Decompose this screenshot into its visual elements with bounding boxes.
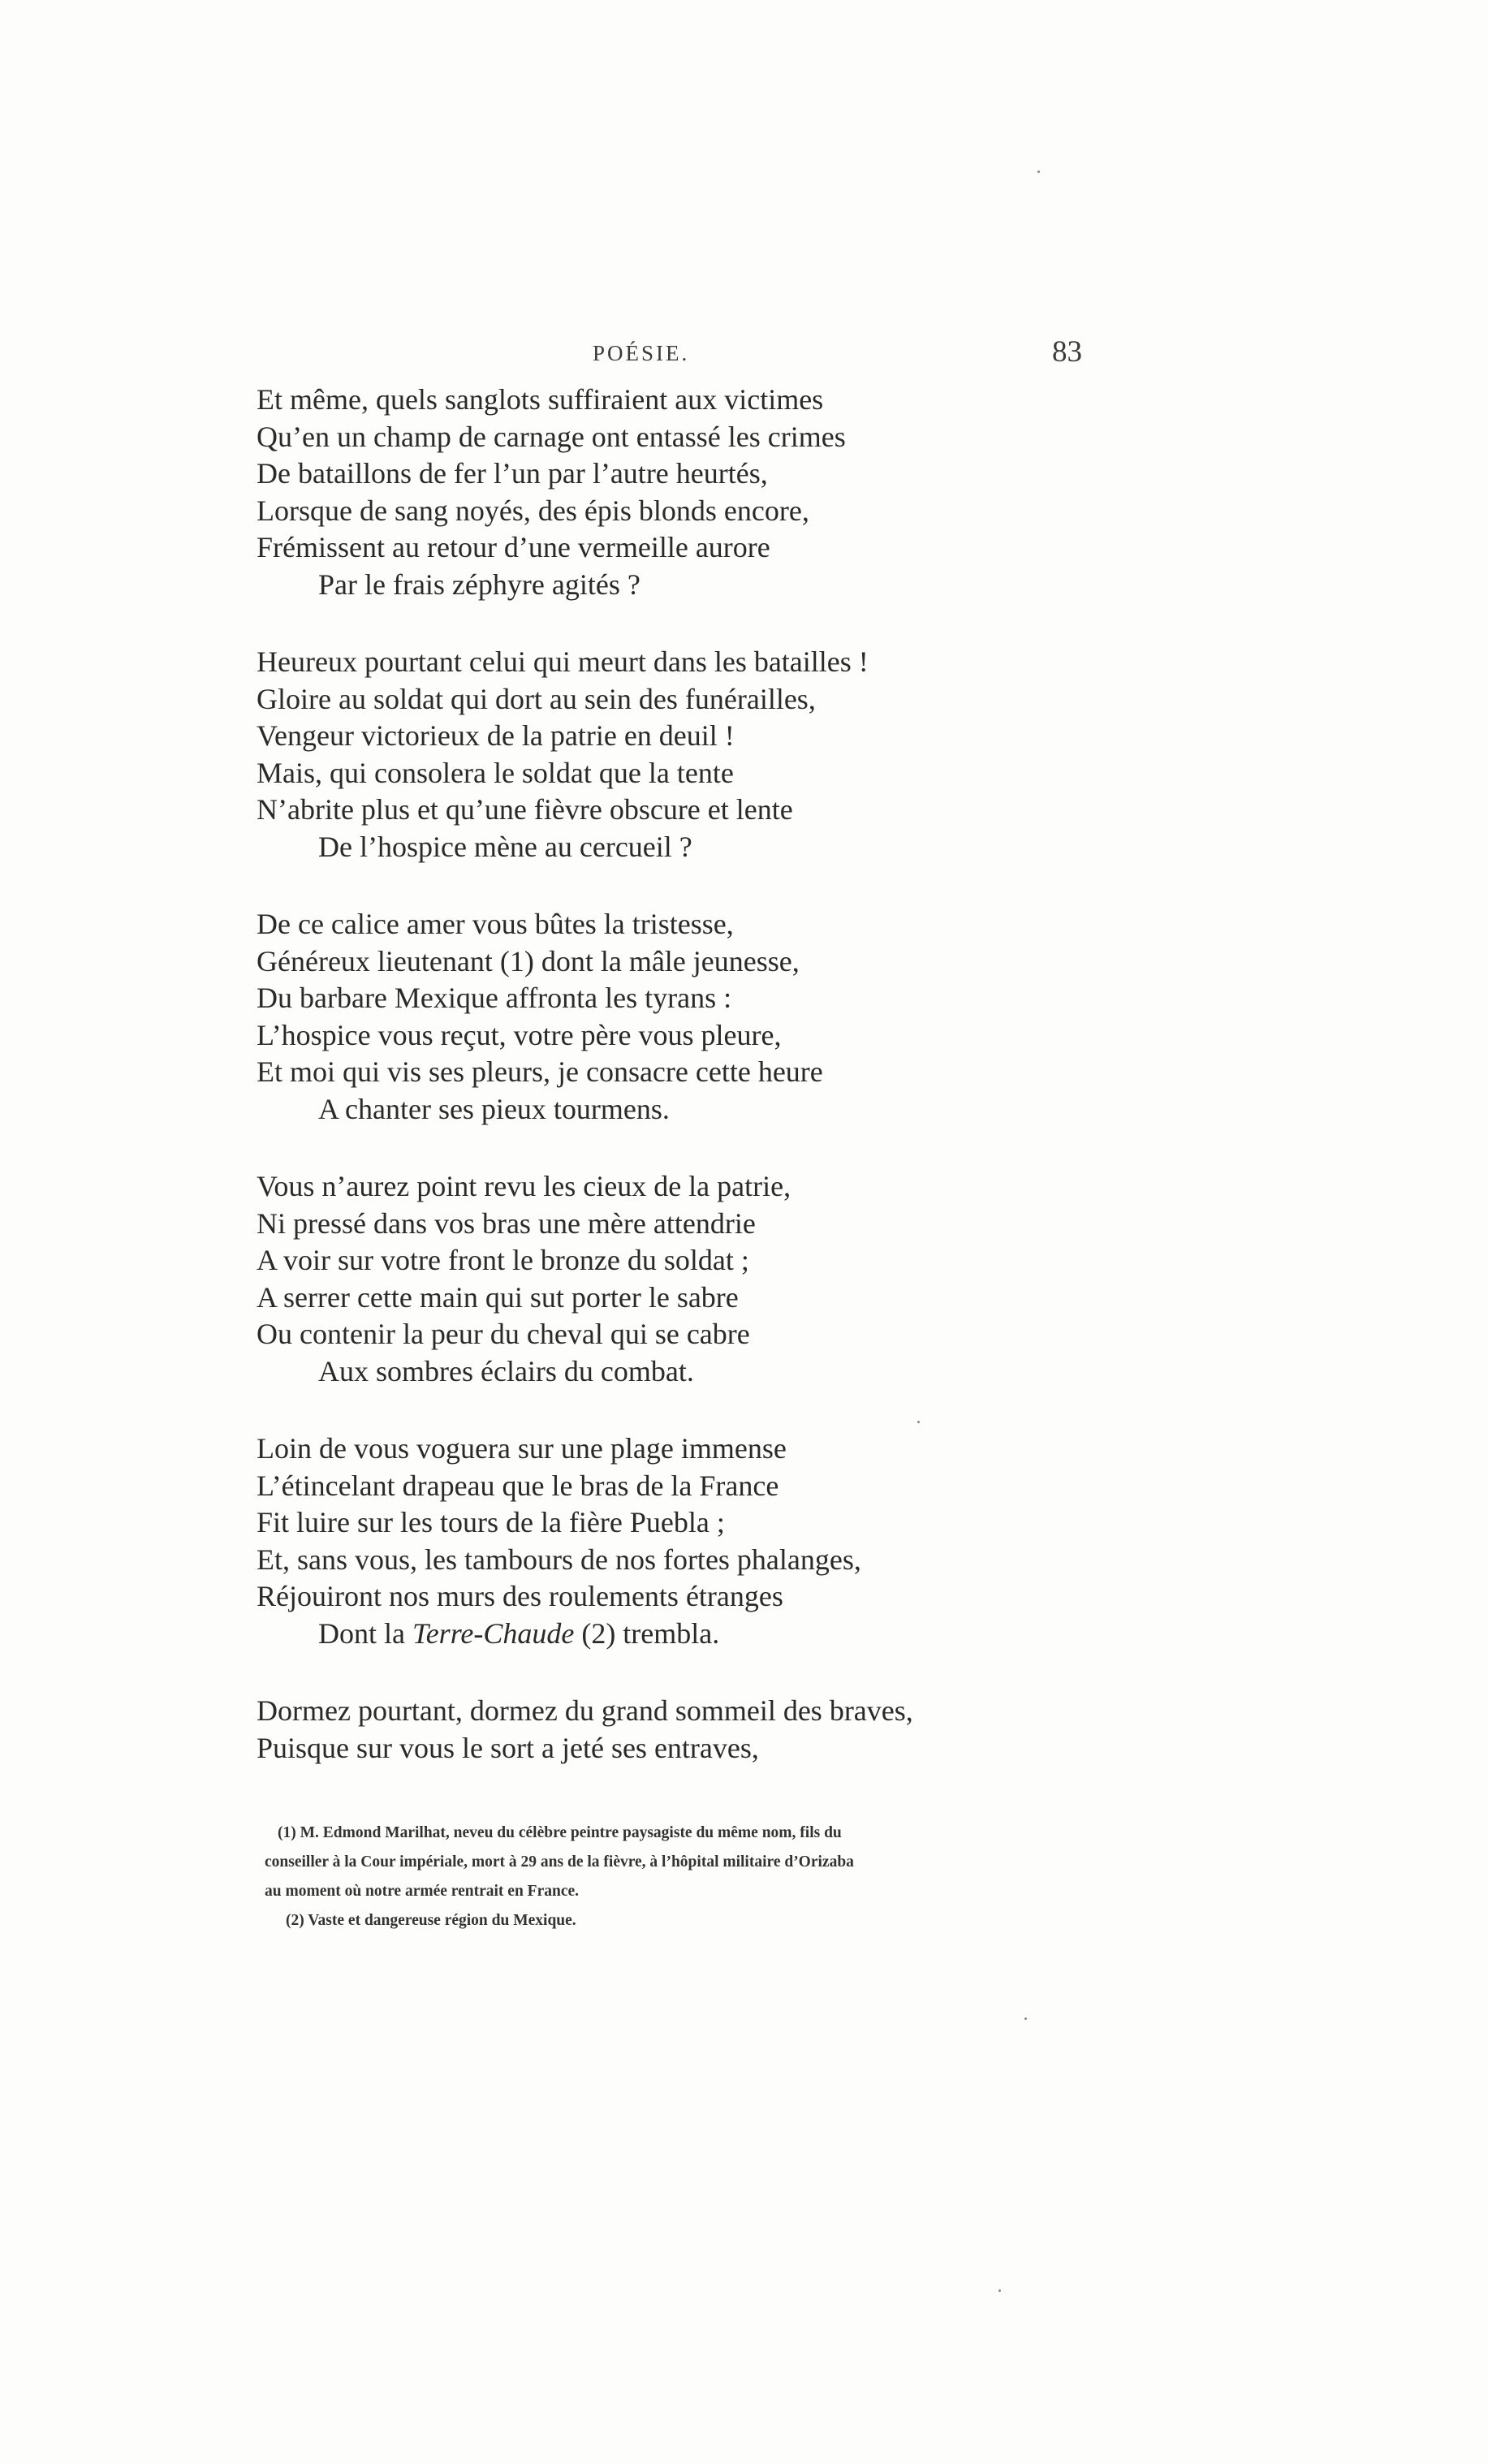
verse-line: Heureux pourtant celui qui meurt dans les batailles ! xyxy=(257,645,869,678)
stanza-1 xyxy=(0,382,1488,603)
verse-line: L’hospice vous reçut, votre père vous pleure, xyxy=(257,1018,782,1051)
verse-line-refrain: De l’hospice mène au cercueil ? xyxy=(318,830,692,863)
verse-line: Ou contenir la peur du cheval qui se cabre xyxy=(257,1318,750,1350)
scan-speck xyxy=(1024,2017,1027,2020)
refrain-text-before: Dont la xyxy=(318,1616,412,1650)
page-number: 83 xyxy=(1052,335,1082,369)
footnote-1-line: (1) M. Edmond Marilhat, neveu du célèbre peintre paysagiste du même nom, fils du xyxy=(278,1824,842,1841)
refrain-text-after: (2) trembla. xyxy=(574,1616,720,1650)
verse-line-refrain xyxy=(0,1616,1488,1653)
verse-line: A serrer cette main qui sut porter le sabre xyxy=(257,1280,739,1314)
verse-line: N’abrite plus et qu’une fièvre obscure et lente xyxy=(257,793,793,826)
verse-line-refrain: Aux sombres éclairs du combat. xyxy=(318,1354,694,1387)
verse-line: De ce calice amer vous bûtes la tristesse, xyxy=(257,908,734,940)
verse-line: Du barbare Mexique affronta les tyrans : xyxy=(257,982,732,1014)
scan-speck xyxy=(1037,170,1040,173)
verse-line: A voir sur votre front le bronze du soldat ; xyxy=(257,1244,749,1276)
footnote-1-line: conseiller à la Cour impériale, mort à 29 ans de la fièvre, à l’hôpital militaire d’Orizaba xyxy=(265,1853,854,1871)
place-name-italic: Terre-Chaude xyxy=(412,1616,575,1650)
verse-line: De bataillons de fer l’un par l’autre heurtés, xyxy=(257,457,768,490)
footnote-2: (2) Vaste et dangereuse région du Mexique. xyxy=(286,1912,576,1929)
stanza-2 xyxy=(0,644,1488,865)
verse-line: Et, sans vous, les tambours de nos fortes phalanges, xyxy=(257,1543,861,1576)
scan-speck xyxy=(998,2289,1001,2292)
verse-line: Vengeur victorieux de la patrie en deuil ! xyxy=(257,719,735,752)
verse-line: Réjouiront nos murs des roulements étranges xyxy=(257,1580,783,1612)
verse-line: Puisque sur vous le sort a jeté ses entraves, xyxy=(257,1731,759,1764)
verse-line: Loin de vous voguera sur une plage immense xyxy=(257,1432,787,1465)
scan-speck xyxy=(917,1421,920,1423)
verse-line: Vous n’aurez point revu les cieux de la patrie, xyxy=(257,1170,791,1202)
footnote-1-line: au moment où notre armée rentrait en France. xyxy=(265,1883,580,1900)
verse-line: Généreux lieutenant (1) dont la mâle jeunesse, xyxy=(257,944,800,977)
verse-line: Et moi qui vis ses pleurs, je consacre cette heure xyxy=(257,1055,823,1088)
poem xyxy=(0,382,1488,1767)
verse-line: Fit luire sur les tours de la fière Puebla ; xyxy=(257,1506,725,1538)
verse-line: Gloire au soldat qui dort au sein des funérailles, xyxy=(257,682,816,715)
verse-line: L’étincelant drapeau que le bras de la France xyxy=(257,1469,779,1502)
verse-line: Qu’en un champ de carnage ont entassé les crimes xyxy=(257,420,846,453)
verse-line: Frémissent au retour d’une vermeille aurore xyxy=(257,531,770,563)
footnotes xyxy=(0,1819,1488,1935)
verse-line-refrain: Par le frais zéphyre agités ? xyxy=(318,567,640,601)
verse-line: Dormez pourtant, dormez du grand sommeil des braves, xyxy=(257,1694,913,1727)
verse-line-refrain: A chanter ses pieux tourmens. xyxy=(318,1092,670,1125)
verse-line: Lorsque de sang noyés, des épis blonds encore, xyxy=(257,494,809,527)
stanza-3 xyxy=(0,906,1488,1128)
stanza-4 xyxy=(0,1168,1488,1390)
verse-line: Mais, qui consolera le soldat que la tente xyxy=(257,756,734,789)
verse-line: Et même, quels sanglots suffiraient aux victimes xyxy=(257,383,824,416)
running-header-title: POÉSIE. xyxy=(593,341,690,365)
verse-line: Ni pressé dans vos bras une mère attendrie xyxy=(257,1206,756,1240)
stanza-6 xyxy=(0,1693,1488,1767)
stanza-5 xyxy=(0,1431,1488,1652)
